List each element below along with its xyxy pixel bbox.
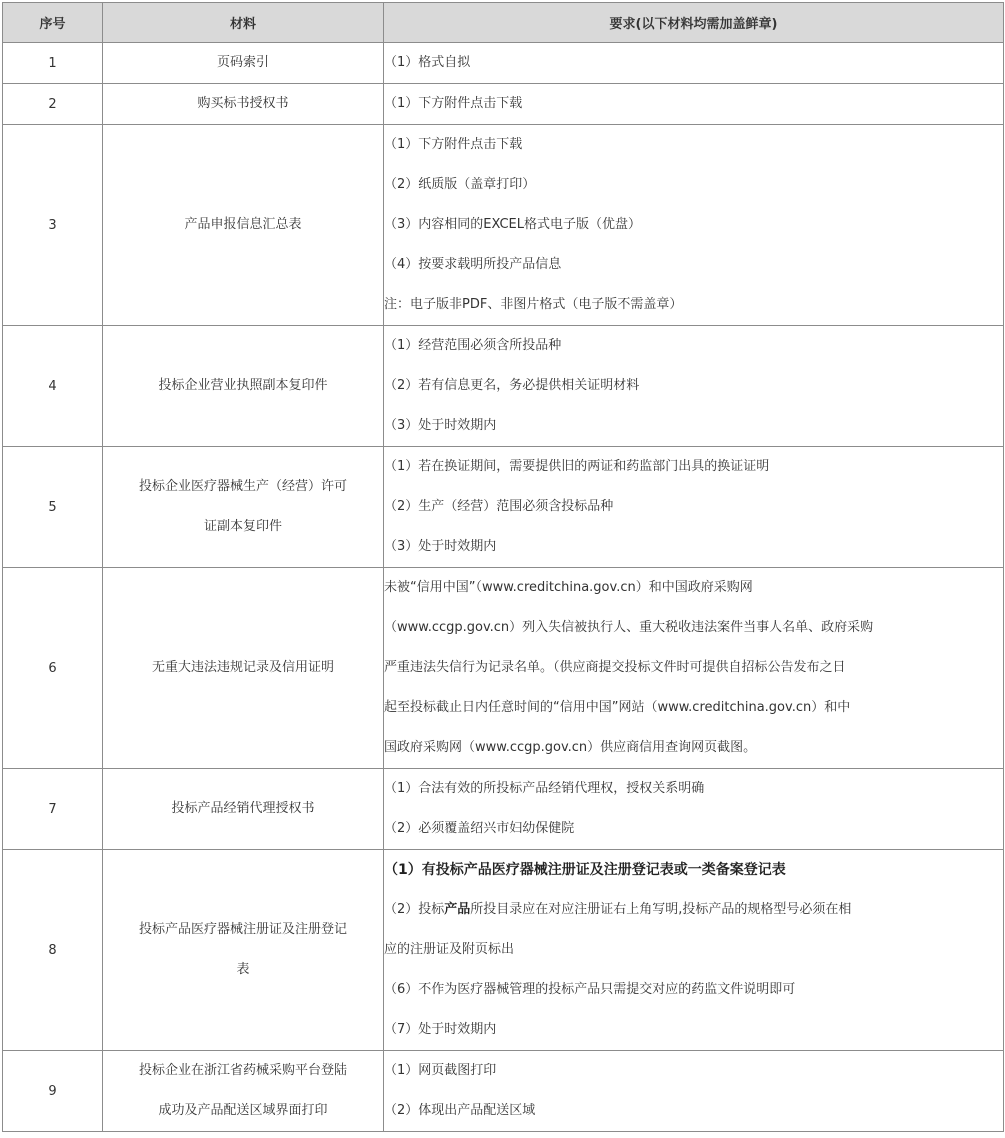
table-row bbox=[3, 43, 1004, 84]
requirement-line: （1）格式自拟 bbox=[384, 55, 471, 70]
row-material bbox=[103, 447, 384, 568]
row-material bbox=[103, 326, 384, 447]
material-line: 投标企业营业执照副本复印件 bbox=[158, 378, 328, 393]
requirement-line: （1）下方附件点击下载 bbox=[384, 137, 523, 152]
requirement-line: 应的注册证及附页标出 bbox=[384, 942, 515, 957]
requirement-text: 所投目录应在对应注册证右上角写明,投标产品的规格型号必须在相 bbox=[470, 902, 852, 917]
requirement-line: （3）处于时效期内 bbox=[384, 418, 497, 433]
material-line: 成功及产品配送区域界面打印 bbox=[158, 1103, 328, 1118]
material-line: 投标企业医疗器械生产（经营）许可 bbox=[138, 479, 347, 494]
row-material bbox=[103, 1051, 384, 1132]
table-row bbox=[3, 447, 1004, 568]
requirement-line: （1）下方附件点击下载 bbox=[384, 96, 523, 111]
row-requirements bbox=[384, 568, 1004, 769]
requirement-line: 国政府采购网（www.ccgp.gov.cn）供应商信用查询网页截图。 bbox=[384, 740, 757, 755]
header-requirement: 要求(以下材料均需加盖鲜章) bbox=[384, 3, 1004, 43]
requirement-line: （1）经营范围必须含所投品种 bbox=[384, 338, 562, 353]
row-number: 4 bbox=[3, 326, 103, 447]
row-requirements bbox=[384, 447, 1004, 568]
row-material bbox=[103, 769, 384, 850]
requirement-note: 注：电子版非PDF、非图片格式（电子版不需盖章） bbox=[384, 297, 683, 312]
table-row bbox=[3, 84, 1004, 125]
material-line: 购买标书授权书 bbox=[197, 96, 289, 111]
row-requirements bbox=[384, 769, 1004, 850]
row-requirements bbox=[384, 84, 1004, 125]
table-row bbox=[3, 568, 1004, 769]
row-number: 5 bbox=[3, 447, 103, 568]
table-row bbox=[3, 769, 1004, 850]
requirement-line: （1）网页截图打印 bbox=[384, 1063, 497, 1078]
row-number: 9 bbox=[3, 1051, 103, 1132]
material-line: 无重大违法违规记录及信用证明 bbox=[151, 660, 334, 675]
table-row bbox=[3, 125, 1004, 326]
material-line: 表 bbox=[236, 962, 250, 977]
requirements-table bbox=[2, 2, 1004, 1132]
row-material bbox=[103, 568, 384, 769]
requirement-line: （1）合法有效的所投标产品经销代理权，授权关系明确 bbox=[384, 781, 705, 796]
requirement-line: （2）必须覆盖绍兴市妇幼保健院 bbox=[384, 821, 575, 836]
requirement-line: （www.ccgp.gov.cn）列入失信被执行人、重大税收违法案件当事人名单、政府采购 bbox=[384, 620, 874, 635]
row-number: 1 bbox=[3, 43, 103, 84]
row-requirements bbox=[384, 43, 1004, 84]
material-line: 产品申报信息汇总表 bbox=[184, 217, 302, 232]
requirement-line: （2）生产（经营）范围必须含投标品种 bbox=[384, 499, 614, 514]
requirement-line: （6）不作为医疗器械管理的投标产品只需提交对应的药监文件说明即可 bbox=[384, 982, 796, 997]
requirement-line-bold: （1）有投标产品医疗器械注册证及注册登记表或一类备案登记表 bbox=[384, 862, 786, 878]
material-line: 投标产品经销代理授权书 bbox=[171, 801, 315, 816]
row-requirements bbox=[384, 326, 1004, 447]
requirement-line: （7）处于时效期内 bbox=[384, 1022, 497, 1037]
row-material bbox=[103, 125, 384, 326]
requirement-line: 未被“信用中国”（www.creditchina.gov.cn）和中国政府采购网 bbox=[384, 580, 753, 595]
row-material bbox=[103, 43, 384, 84]
requirement-line: （2）纸质版（盖章打印） bbox=[384, 177, 536, 192]
table-row bbox=[3, 1051, 1004, 1132]
table-row bbox=[3, 850, 1004, 1051]
row-material bbox=[103, 84, 384, 125]
material-line: 投标产品医疗器械注册证及注册登记 bbox=[138, 922, 347, 937]
table-row bbox=[3, 326, 1004, 447]
row-requirements bbox=[384, 850, 1004, 1051]
requirement-line: （3）处于时效期内 bbox=[384, 539, 497, 554]
row-number: 6 bbox=[3, 568, 103, 769]
requirement-line: （4）按要求载明所投产品信息 bbox=[384, 257, 562, 272]
material-line: 页码索引 bbox=[216, 55, 269, 70]
table-header-row bbox=[3, 3, 1004, 43]
requirement-text: （2）投标 bbox=[384, 902, 445, 917]
row-number: 7 bbox=[3, 769, 103, 850]
row-number: 8 bbox=[3, 850, 103, 1051]
row-material bbox=[103, 850, 384, 1051]
requirement-line: 严重违法失信行为记录名单。（供应商提交投标文件时可提供自招标公告发布之日 bbox=[384, 660, 846, 675]
requirement-line bbox=[384, 890, 1003, 930]
material-line: 证副本复印件 bbox=[203, 519, 282, 534]
requirement-line: （1）若在换证期间，需要提供旧的两证和药监部门出具的换证证明 bbox=[384, 459, 770, 474]
row-number: 3 bbox=[3, 125, 103, 326]
material-line: 投标企业在浙江省药械采购平台登陆 bbox=[138, 1063, 347, 1078]
row-number: 2 bbox=[3, 84, 103, 125]
requirement-line: （2）体现出产品配送区域 bbox=[384, 1103, 536, 1118]
requirement-line: （2）若有信息更名，务必提供相关证明材料 bbox=[384, 378, 640, 393]
row-requirements bbox=[384, 1051, 1004, 1132]
header-no: 序号 bbox=[3, 3, 103, 43]
header-material: 材料 bbox=[103, 3, 384, 43]
requirement-emphasis: 产品 bbox=[444, 902, 471, 917]
row-requirements bbox=[384, 125, 1004, 326]
requirement-line: （3）内容相同的EXCEL格式电子版（优盘） bbox=[384, 217, 641, 232]
requirement-line: 起至投标截止日内任意时间的“信用中国”网站（www.creditchina.gov.cn）和中 bbox=[384, 700, 851, 715]
